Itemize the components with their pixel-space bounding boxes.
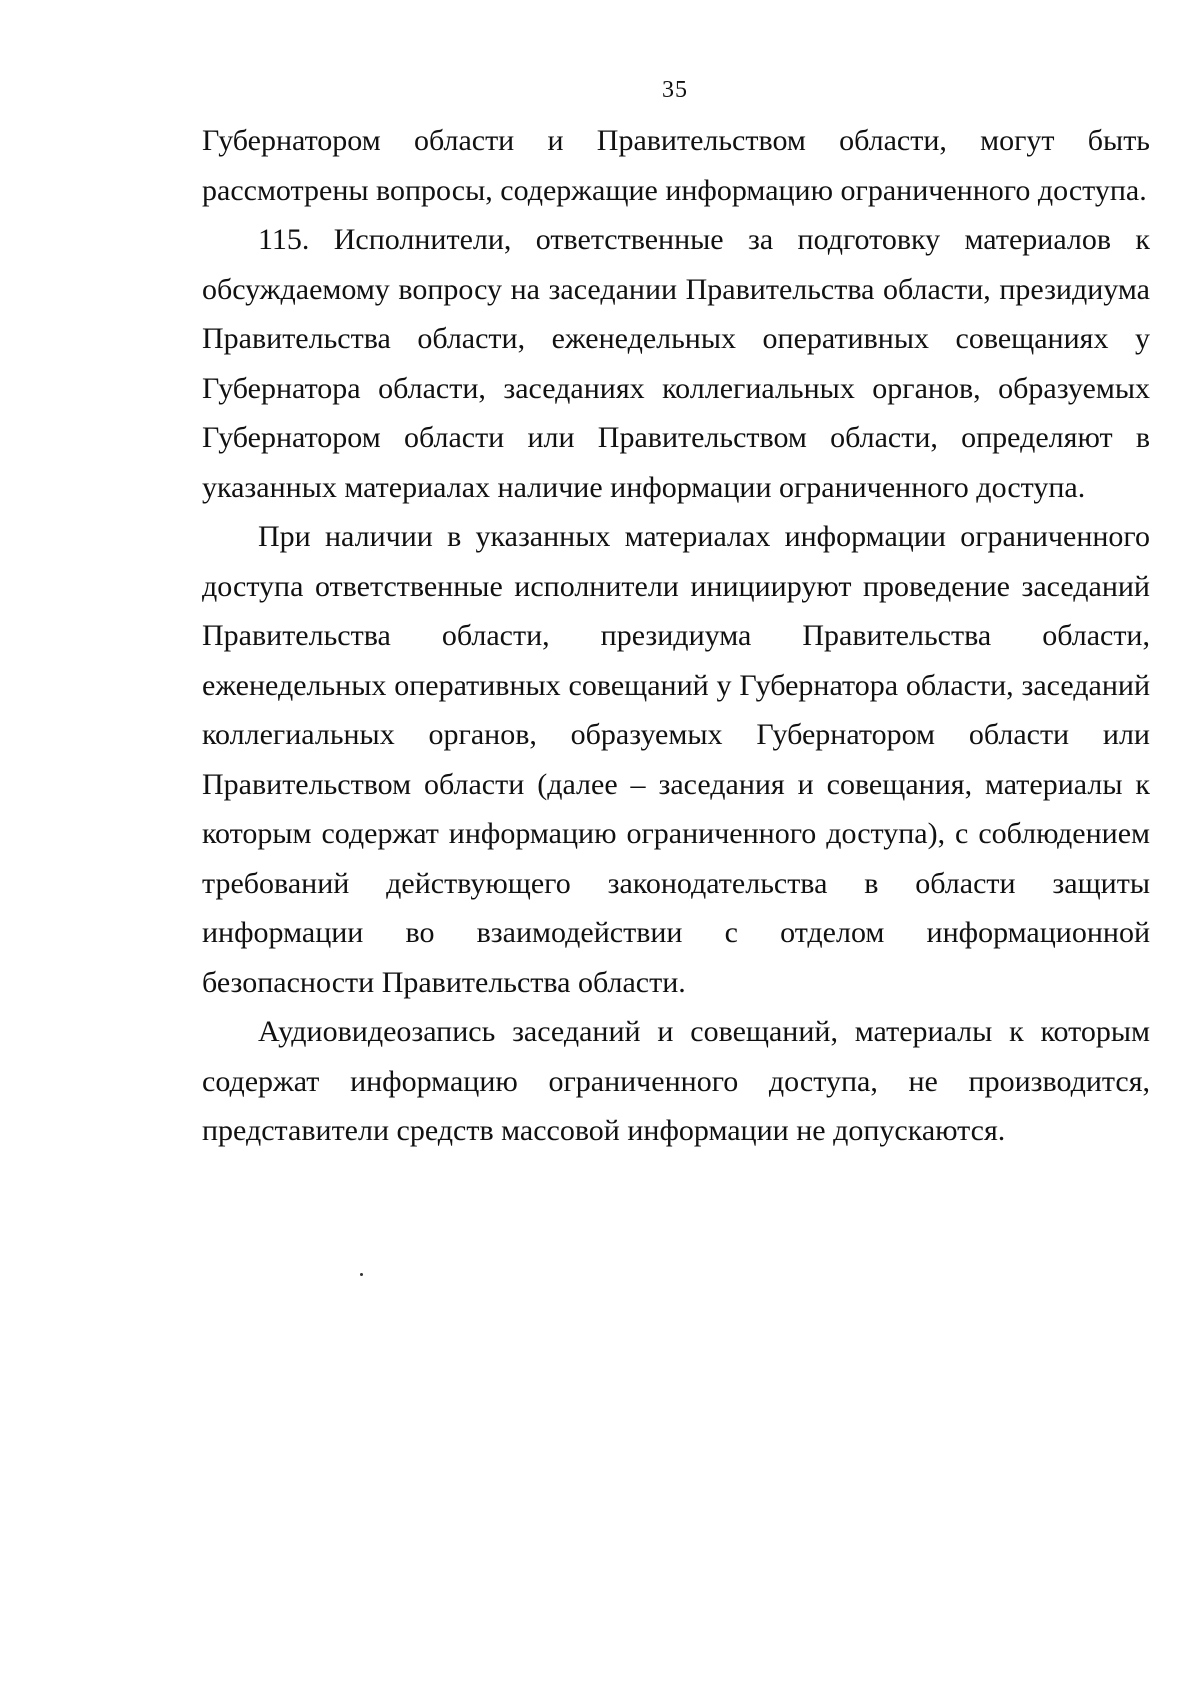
document-body: [202, 116, 1150, 1156]
paragraph-restricted-info-meetings: При наличии в указанных материалах информации ограниченного доступа ответственные исполнители инициируют проведение заседаний Правительства области, президиума Правительства области, еженедельных оперативных совещаний у Губернатора области, заседаний коллегиальных органов, образуемых Губернатором области или Правительством области (далее – заседания и совещания, материалы к которым содержат информацию ограниченного доступа), с соблюдением требований действующего законодательства в области защиты информации во взаимодействии с отделом информационной безопасности Правительства области.: [202, 520, 1150, 999]
paragraph-clause-115: 115. Исполнители, ответственные за подготовку материалов к обсуждаемому вопросу на заседании Правительства области, президиума Правительства области, еженедельных оперативных совещаниях у Губернатора области, заседаниях коллегиальных органов, образуемых Губернатором области или Правительством области, определяют в указанных материалах наличие информации ограниченного доступа.: [202, 223, 1150, 504]
page-number: 35: [662, 77, 688, 103]
scan-artifact-dot: [360, 1273, 363, 1276]
paragraph-continuation: Губернатором области и Правительством области, могут быть рассмотрены вопросы, содержащие информацию ограниченного доступа.: [202, 124, 1150, 207]
paragraph-audio-video-recording: Аудиовидеозапись заседаний и совещаний, материалы к которым содержат информацию ограниченного доступа, не производится, представители средств массовой информации не допускаются.: [202, 1015, 1150, 1147]
